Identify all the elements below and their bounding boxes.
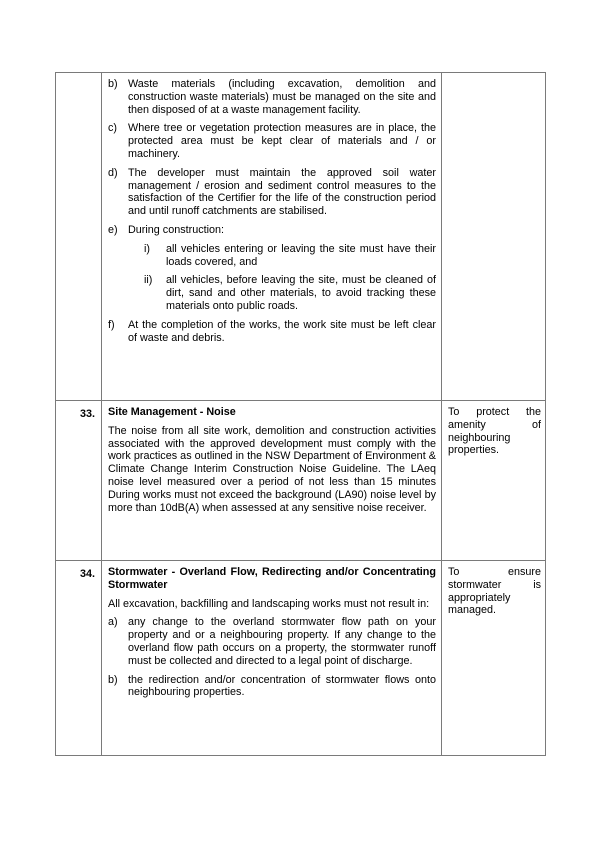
condition-body (102, 561, 442, 756)
condition-paragraph: The noise from all site work, demolition and construction activities associated with the approved development must comply with the work practices as outlined in the NSW Department of Environment & Climate Change Interim Construction Noise Guideline. The LAeq noise level measured over a period of not less than 15 minutes During works must not exceed the background (LA90) noise level by more than 10dB(A) when assessed at any sensitive noise receiver. (108, 424, 436, 514)
sub-item-label: ii) (144, 274, 153, 287)
item-label: a) (108, 616, 118, 629)
item-label: c) (108, 122, 117, 135)
condition-body (102, 401, 442, 561)
item-text: The developer must maintain the approved soil water management / erosion and sediment control measures to the satisfaction of the Certifier for the life of the construction period and until runoff catchments are stabilised. (128, 166, 436, 218)
condition-heading: Stormwater - Overland Flow, Redirecting and/or Concentrating Stormwater (108, 566, 436, 591)
condition-number: 34. (56, 561, 102, 756)
condition-row-33 (56, 401, 546, 561)
condition-row-34 (56, 561, 546, 756)
item-label: e) (108, 223, 118, 236)
item-label: d) (108, 166, 118, 179)
item-label: b) (108, 673, 118, 686)
item-text: Waste materials (including excavation, demolition and construction waste materials) must be managed on the site and then disposed of at a waste management facility. (128, 78, 436, 116)
list-item (108, 616, 436, 667)
condition-number (56, 73, 102, 401)
condition-reason: To ensure stormwater is appropriately managed. (442, 561, 546, 756)
condition-paragraph: All excavation, backfilling and landscaping works must not result in: (108, 597, 430, 610)
item-text: During construction: (128, 223, 225, 236)
list-item (108, 674, 436, 700)
sub-item-label: i) (144, 242, 150, 255)
condition-row-32-continued (56, 73, 546, 401)
condition-reason: To protect the amenity of neighbouring properties. (442, 401, 546, 561)
list-item (108, 122, 436, 160)
sub-list-item (128, 274, 436, 312)
list-item (108, 224, 436, 237)
item-label: b) (108, 78, 118, 90)
condition-number: 33. (56, 401, 102, 561)
condition-reason (442, 73, 546, 401)
item-text: At the completion of the works, the work site must be left clear of waste and debris. (128, 318, 436, 344)
sub-item-text: all vehicles entering or leaving the site must have their loads covered, and (166, 242, 436, 268)
list-item (108, 167, 436, 218)
condition-body (102, 73, 442, 401)
condition-heading: Site Management - Noise (108, 406, 236, 418)
list-item (108, 319, 436, 345)
item-text: the redirection and/or concentration of stormwater flows onto neighbouring properties. (128, 673, 436, 699)
sub-list-item (128, 243, 436, 269)
sub-item-text: all vehicles, before leaving the site, must be cleaned of dirt, sand and other materials, to avoid tracking these materials onto public roads. (166, 274, 436, 312)
item-text: Where tree or vegetation protection measures are in place, the protected area must be kept clear of materials and / or machinery. (128, 122, 436, 160)
conditions-table (55, 72, 546, 756)
list-item (108, 78, 436, 116)
item-label: f) (108, 318, 115, 331)
item-text: any change to the overland stormwater flow path on your property and or a neighbouring property. If any change to the overland flow path occurs on a property, the stormwater runoff must be collected and directed to a legal point of discharge. (128, 616, 436, 667)
